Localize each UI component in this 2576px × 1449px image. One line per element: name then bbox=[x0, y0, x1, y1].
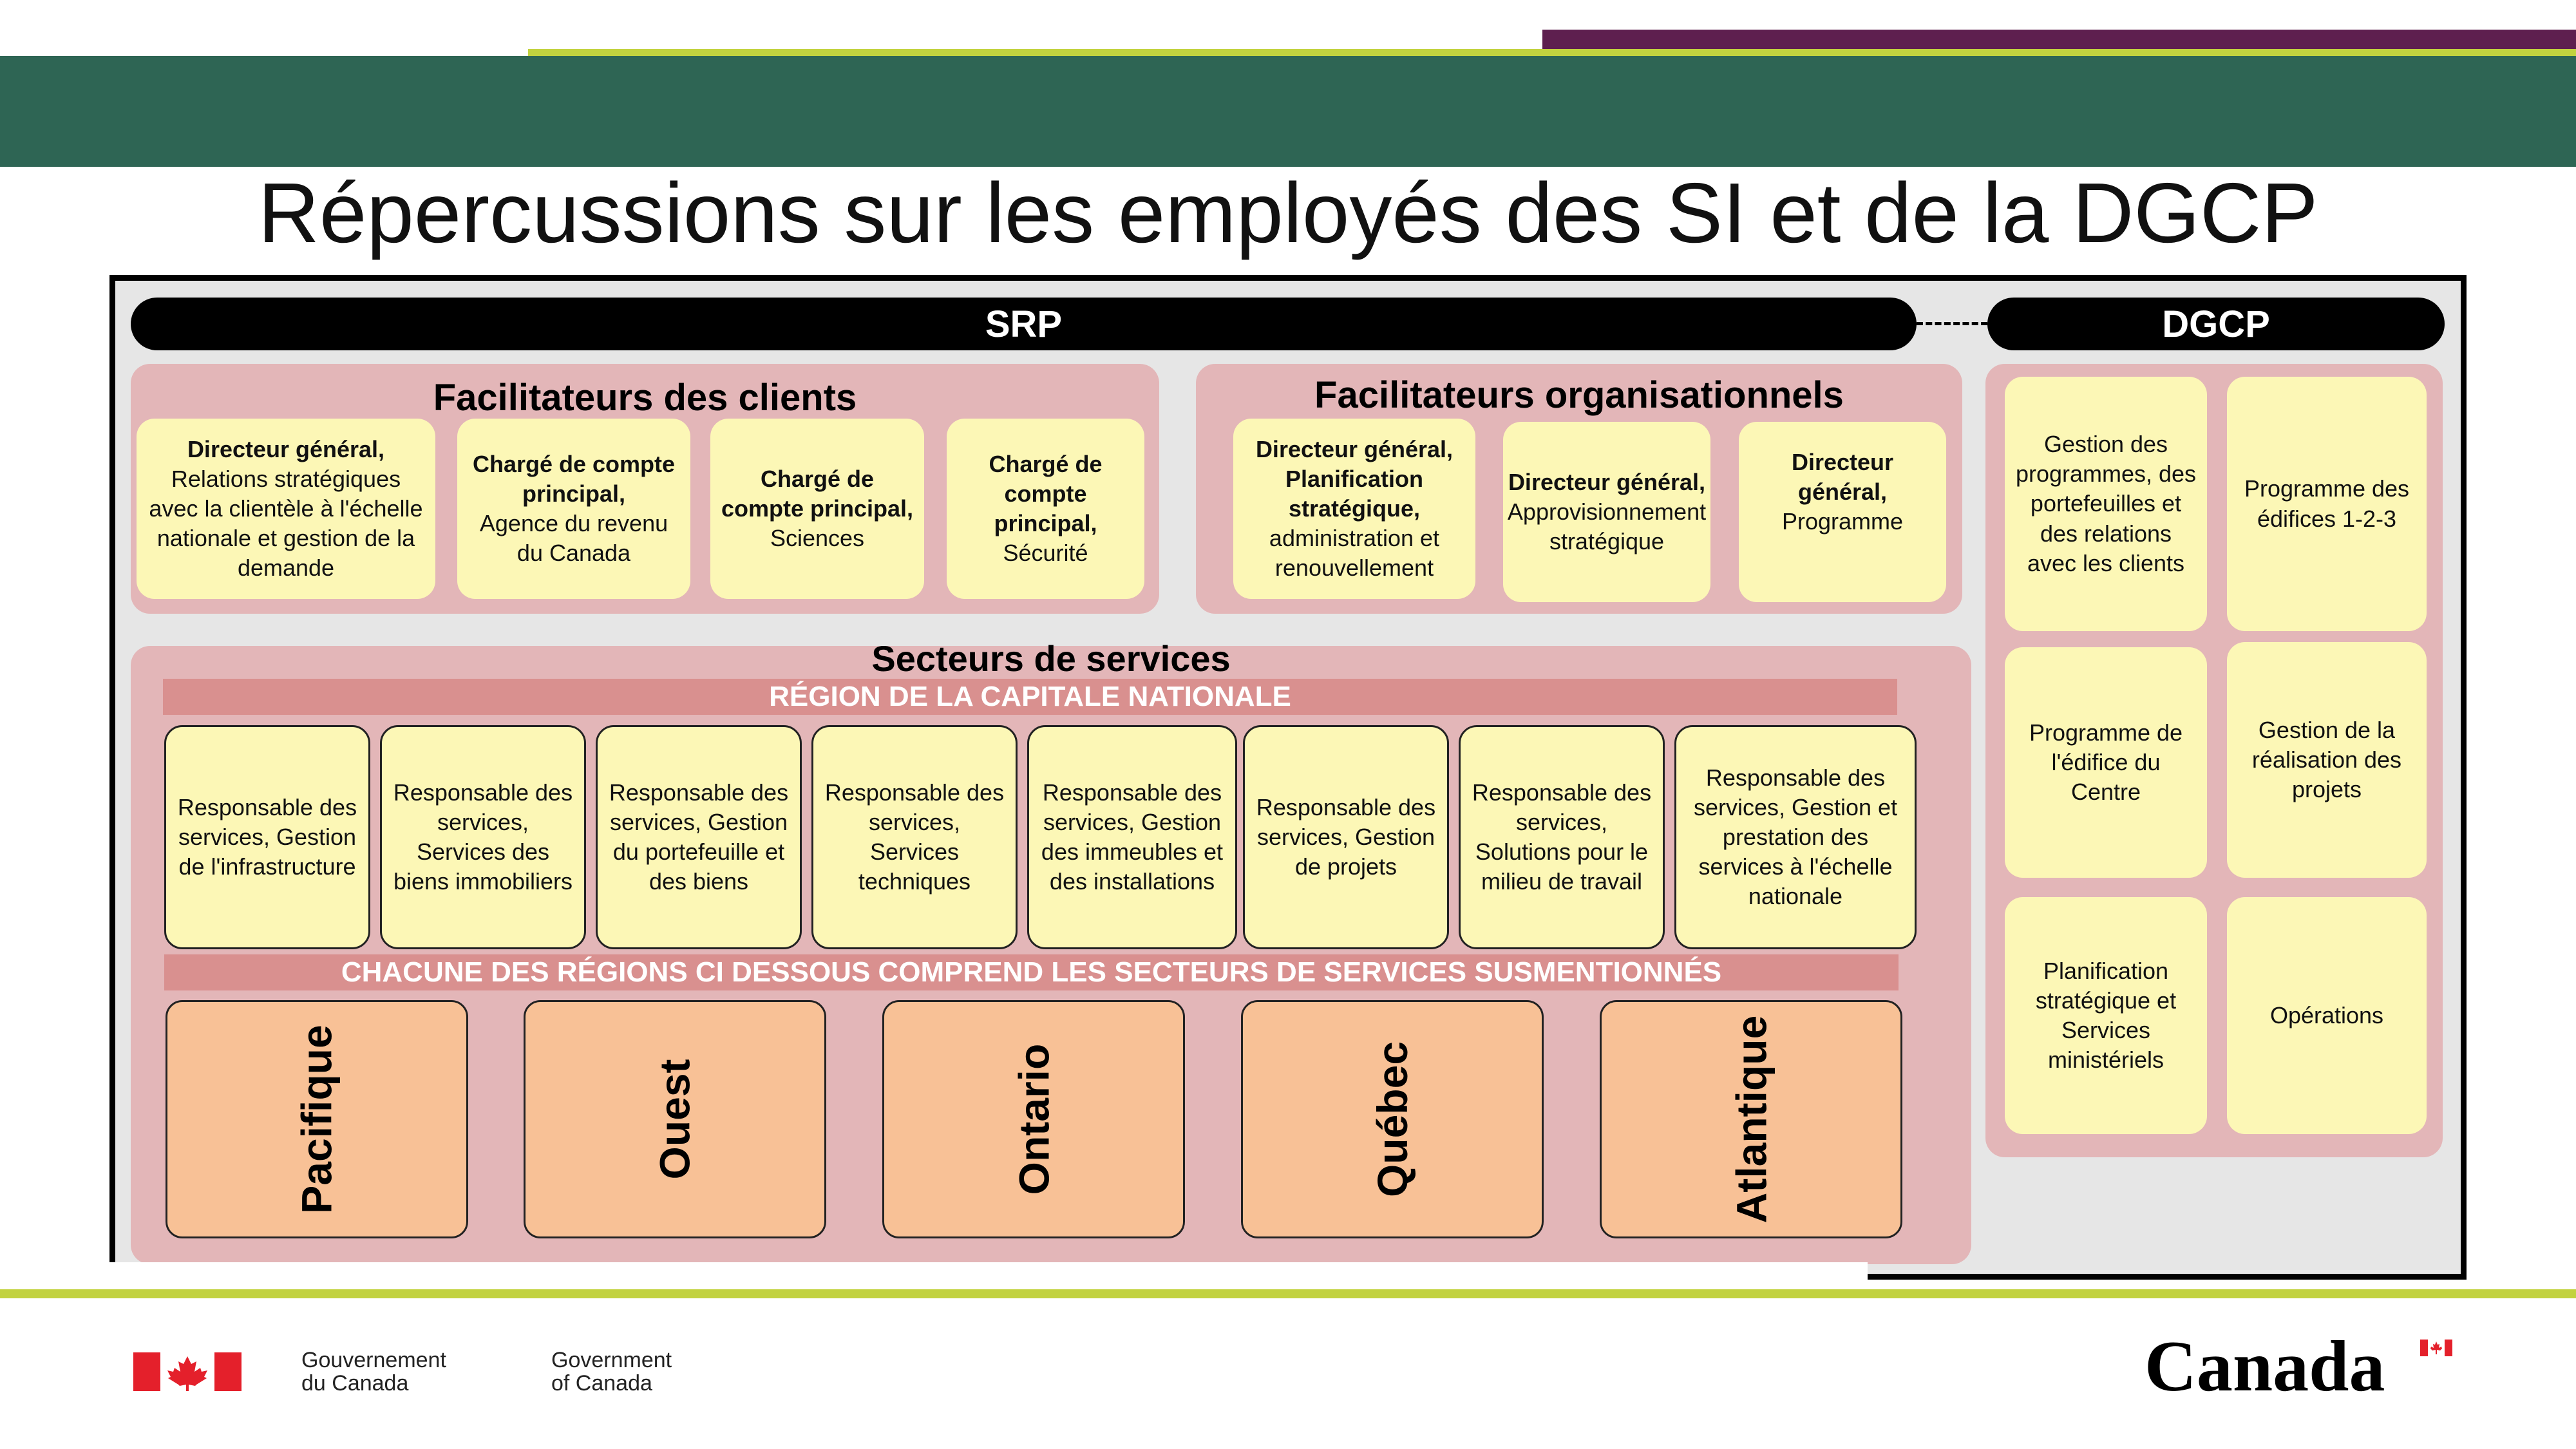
region-box bbox=[1241, 1000, 1544, 1238]
srp-dgcp-connector bbox=[1917, 322, 1987, 325]
box-text: Relations stratégiques avec la clientèle à l'échelle nationale et gestion de la demande bbox=[149, 465, 423, 582]
dgcp-box bbox=[2227, 642, 2427, 878]
box-text: Responsable des services, Services des biens immobiliers bbox=[393, 779, 573, 895]
box-text: Opérations bbox=[2269, 1001, 2384, 1028]
region-box bbox=[524, 1000, 826, 1238]
box-text: Sciences bbox=[770, 525, 865, 552]
org-facilitator-box bbox=[1503, 422, 1710, 602]
box-title: Chargé de compte principal, bbox=[472, 450, 676, 507]
box-text: Agence du revenu du Canada bbox=[479, 510, 668, 567]
region-box bbox=[882, 1000, 1185, 1238]
gov-en-text bbox=[551, 1349, 672, 1395]
region-box bbox=[166, 1000, 468, 1238]
canada-flag-icon bbox=[133, 1352, 242, 1391]
gov-fr-line1: Gouvernement bbox=[301, 1348, 446, 1372]
canada-wordmark: Canada bbox=[2145, 1327, 2385, 1406]
box-title: Directeur général, Planification stratégique, bbox=[1255, 435, 1454, 522]
gov-fr-text bbox=[301, 1349, 446, 1395]
srp-label: SRP bbox=[985, 303, 1063, 345]
client-facilitator-box bbox=[947, 419, 1144, 599]
service-sector-box bbox=[1674, 725, 1917, 949]
dgcp-bar bbox=[1987, 298, 2445, 350]
region-label: Ontario bbox=[1010, 1043, 1057, 1195]
header-green-band bbox=[0, 56, 2576, 167]
gov-en-line1: Government bbox=[551, 1348, 672, 1372]
service-sector-box bbox=[380, 725, 586, 949]
dgcp-box bbox=[2227, 897, 2427, 1134]
page-title: Répercussions sur les employés des SI et de la DGCP bbox=[258, 166, 2318, 260]
client-facilitators-title: Facilitateurs des clients bbox=[433, 377, 857, 419]
region-label: Pacifique bbox=[293, 1025, 341, 1214]
box-title: Directeur général, bbox=[1508, 468, 1706, 495]
org-facilitator-box bbox=[1233, 419, 1475, 599]
box-text: Responsable des services, Services techniques bbox=[824, 779, 1005, 895]
box-text: Responsable des services, Gestion et prestation des services à l'échelle nationale bbox=[1693, 764, 1898, 910]
box-text: Responsable des services, Gestion du portefeuille et des biens bbox=[609, 779, 789, 895]
box-text: Sécurité bbox=[1003, 540, 1088, 567]
service-sector-box bbox=[1459, 725, 1665, 949]
header-purple-band bbox=[1542, 30, 2576, 49]
srp-bar bbox=[131, 298, 1917, 350]
org-facilitator-box bbox=[1739, 422, 1946, 602]
client-facilitator-box bbox=[137, 419, 435, 599]
gov-en-line2: of Canada bbox=[551, 1370, 652, 1396]
regions-strip: CHACUNE DES RÉGIONS CI DESSOUS COMPREND LES SECTEURS DE SERVICES SUSMENTIONNÉS bbox=[164, 954, 1899, 990]
footer-lime-band bbox=[0, 1289, 2576, 1298]
client-facilitator-box bbox=[457, 419, 690, 599]
box-text: Gestion de la réalisation des projets bbox=[2251, 716, 2402, 803]
box-text: Planification stratégique et Services ministériels bbox=[2035, 957, 2177, 1074]
box-text: Programme bbox=[1781, 508, 1904, 535]
region-label: Québec bbox=[1368, 1041, 1416, 1198]
box-title: Directeur général, bbox=[1791, 449, 1894, 506]
dgcp-box bbox=[2005, 647, 2207, 878]
box-text: Programme des édifices 1-2-3 bbox=[2244, 475, 2410, 532]
box-text: Responsable des services, Gestion de projets bbox=[1256, 793, 1436, 880]
footer-band-mask bbox=[0, 1262, 1868, 1289]
wordmark-flag-icon bbox=[2420, 1340, 2452, 1356]
service-sector-box bbox=[1027, 725, 1237, 949]
ncr-strip: RÉGION DE LA CAPITALE NATIONALE bbox=[163, 679, 1897, 715]
box-text: Gestion des programmes, des portefeuilles et des relations avec les clients bbox=[2015, 431, 2197, 576]
box-text: Responsable des services, Gestion de l'infrastructure bbox=[177, 793, 357, 880]
service-sector-box bbox=[164, 725, 370, 949]
box-text: Responsable des services, Solutions pour le milieu de travail bbox=[1472, 779, 1652, 895]
service-sectors-title: Secteurs de services bbox=[871, 638, 1231, 679]
box-text: Responsable des services, Gestion des immeubles et des installations bbox=[1041, 779, 1224, 895]
region-label: Ouest bbox=[650, 1059, 699, 1180]
service-sector-box bbox=[596, 725, 802, 949]
region-label: Atlantique bbox=[1727, 1015, 1775, 1224]
service-sector-box bbox=[811, 725, 1018, 949]
box-title: Directeur général, bbox=[187, 435, 385, 462]
region-box bbox=[1600, 1000, 1902, 1238]
dgcp-box bbox=[2005, 897, 2207, 1134]
dgcp-label: DGCP bbox=[2162, 303, 2270, 345]
dgcp-box bbox=[2005, 377, 2207, 631]
box-title: Chargé de compte principal, bbox=[989, 450, 1103, 536]
box-title: Chargé de compte principal, bbox=[721, 465, 914, 522]
box-text: Approvisionnement stratégique bbox=[1507, 498, 1707, 555]
box-text: Programme de l'édifice du Centre bbox=[2029, 719, 2183, 806]
org-facilitators-title: Facilitateurs organisationnels bbox=[1314, 374, 1844, 416]
client-facilitator-box bbox=[710, 419, 924, 599]
service-sector-box bbox=[1243, 725, 1449, 949]
box-text: administration et renouvellement bbox=[1269, 525, 1440, 582]
gov-fr-line2: du Canada bbox=[301, 1370, 409, 1396]
dgcp-box bbox=[2227, 377, 2427, 631]
